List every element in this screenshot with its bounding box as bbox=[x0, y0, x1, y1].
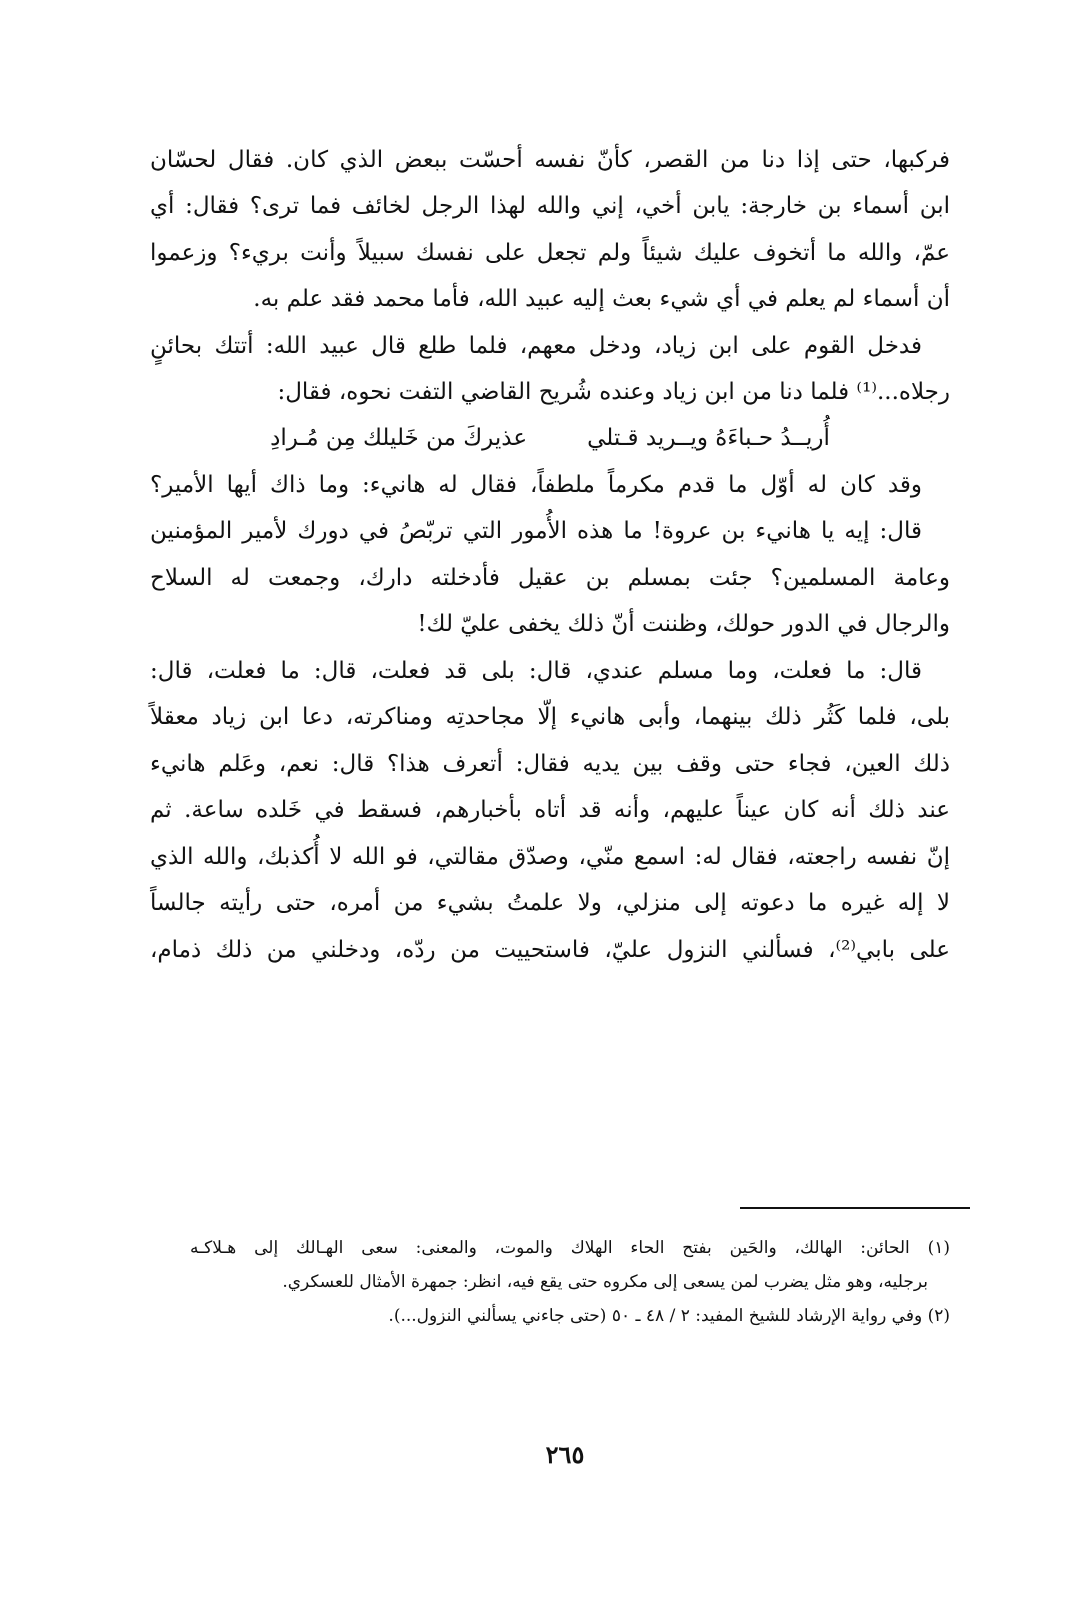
footnote-line: (١) الحائن: الهالك، والحَين بفتح الحاء الهلاك والموت، والمعنى: سعى الهـالك إلى هـلاكـه bbox=[190, 1238, 950, 1258]
text-line: لا إله غيره ما دعوته إلى منزلي، ولا علمتُ بشيء من أمره، حتى رأيته جالساً bbox=[150, 890, 950, 916]
text-line: فدخل القوم على ابن زياد، ودخل معهم، فلما طلع قال عبيد الله: أتتك بحائنٍ bbox=[150, 333, 922, 359]
text-line: فركبها، حتى إذا دنا من القصر، كأنّ نفسه أحسّت ببعض الذي كان. فقال لحسّان bbox=[150, 147, 950, 173]
text-line: رجلاه...⁽¹⁾ فلما دنا من ابن زياد وعنده شُريح القاضي التفت نحوه، فقال: bbox=[277, 379, 950, 405]
text-line: بلى، فلما كَثُر ذلك بينهما، وأبى هانيء إلّا مجاحدتِه ومناكرته، دعا ابن زياد معقلاً bbox=[150, 704, 950, 730]
text-line: وعامة المسلمين؟ جئت بمسلم بن عقيل فأدخلته دارك، وجمعت له السلاح bbox=[150, 565, 950, 591]
text-line: ذلك العين، فجاء حتى وقف بين يديه فقال: أتعرف هذا؟ قال: نعم، وعَلم هانيء bbox=[150, 751, 950, 777]
text-line: عمّ، والله ما أتخوف عليك شيئاً ولم تجعل على نفسك سبيلاً وأنت بريء؟ وزعموا bbox=[150, 240, 950, 266]
text-line: قال: إيه يا هانيء بن عروة! ما هذه الأُمور التي تربّصُ في دورك لأمير المؤمنين bbox=[150, 518, 922, 544]
text-line: إنّ نفسه راجعته، فقال له: اسمع منّي، وصدّق مقالتي، فو الله لا أُكذبك، والله الذي bbox=[150, 844, 950, 870]
text-line: ابن أسماء بن خارجة: يابن أخي، إني والله لهذا الرجل لخائف فما ترى؟ فقال: أي bbox=[150, 193, 950, 219]
footnote-line: (٢) وفي رواية الإرشاد للشيخ المفيد: ٢ / ٤٨ ـ ٥٠ (حتى جاءني يسألني النزول...). bbox=[388, 1306, 950, 1326]
verse-line bbox=[150, 418, 950, 458]
page-number: ٢٦٥ bbox=[545, 1440, 585, 1469]
text-line: قال: ما فعلت، وما مسلم عندي، قال: بلى قد فعلت، قال: ما فعلت، قال: bbox=[150, 658, 922, 684]
footnote-line: برجليه، وهو مثل يضرب لمن يسعى إلى مكروه حتى يقع فيه، انظر: جمهرة الأمثال للعسكري. bbox=[282, 1272, 928, 1292]
verse-left-hemistich: عذيركَ من خَليلك مِن مُـرادِ bbox=[270, 425, 528, 451]
text-line: والرجال في الدور حولك، وظننت أنّ ذلك يخفى عليّ لك! bbox=[417, 611, 950, 637]
footnote-separator bbox=[740, 1207, 970, 1209]
text-line: أن أسماء لم يعلم في أي شيء بعث إليه عبيد الله، فأما محمد فقد علم به. bbox=[253, 286, 950, 312]
text-line: عند ذلك أنه كان عيناً عليهم، وأنه قد أتاه بأخبارهم، فسقط في خَلده ساعة. ثم bbox=[150, 797, 950, 823]
text-line: وقد كان له أوّل ما قدم مكرماً ملطفاً، فقال له هانيء: وما ذاك أيها الأمير؟ bbox=[150, 472, 922, 498]
verse-right-hemistich: أُريــدُ حـباءَهُ ويــريد قـتلي bbox=[587, 425, 830, 451]
text-line: على بابي⁽²⁾، فسألني النزول عليّ، فاستحييت من ردّه، ودخلني من ذلك ذمام، bbox=[150, 937, 950, 963]
